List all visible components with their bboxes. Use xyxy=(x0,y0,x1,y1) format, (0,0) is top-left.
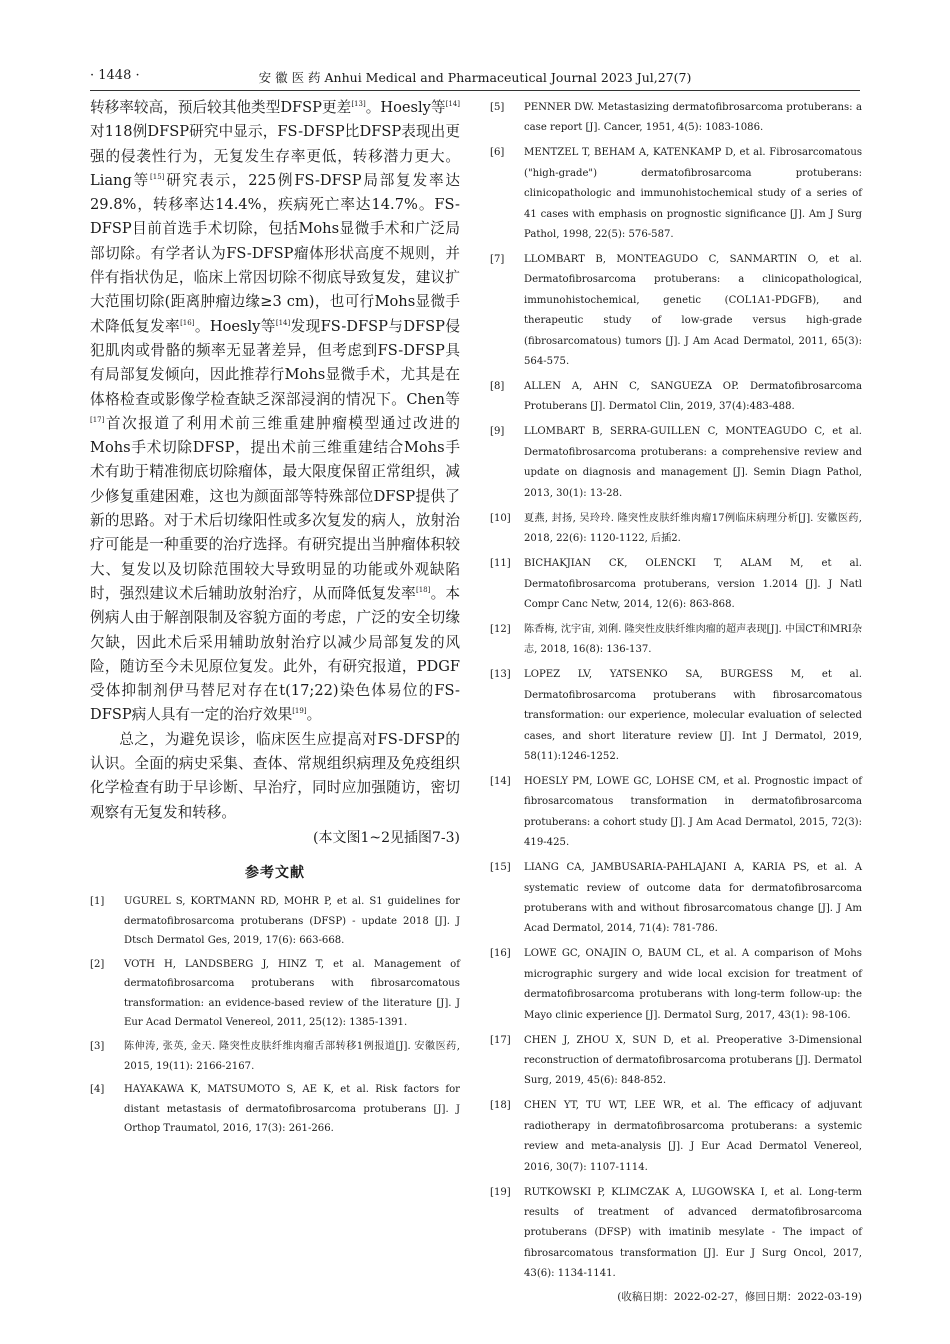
reference-number: [13] xyxy=(490,669,511,681)
references-heading: 参考文献 xyxy=(245,864,305,881)
journal-title: 安 徽 医 药 Anhui Medical and Pharmaceutical Journal 2023 Jul,27(7) xyxy=(258,70,692,85)
citation-mark: [13] xyxy=(351,100,366,109)
text-run: 发现FS-DFSP与DFSP侵犯肌肉或骨骼的频率无显著差异，但考虑到FS-DFSP具有局部复发倾向，因此推荐行Mohs显微手术，尤其是在体格检查或影像学检查缺乏深部浸润的情况下。Chen等 xyxy=(90,317,460,408)
reference-number: [16] xyxy=(490,948,511,960)
reference-item xyxy=(490,250,862,372)
reference-text: HOESLY PM, LOWE GC, LOHSE CM, et al. Prognostic impact of fibrosarcomatous transformation in dermatofibrosarcoma protuberans: a cohort study [J]. J Am Acad Dermatol, 2015, 72(3): 419-425. xyxy=(524,775,862,849)
text-run: 。本例病人由于解剖限制及容貌方面的考虑，广泛的安全切缘欠缺，因此术后采用辅助放射治疗以减少局部复发的风险，随访至今未见原位复发。此外，有研究报道，PDGF受体抑制剂伊马替尼对存在t(17;22)染色体易位的FS-DFSP病人具有一定的治疗效果 xyxy=(90,584,460,724)
reference-item xyxy=(90,1037,460,1076)
reference-item xyxy=(490,1096,862,1178)
citation-mark: [14] xyxy=(275,318,291,327)
reference-number: [17] xyxy=(490,1034,511,1046)
reference-number: [4] xyxy=(90,1084,105,1096)
text-run: 对118例DFSP研究中显示，FS-DFSP比DFSP表现出更强的侵袭性行为，无复发生存率更低，转移潜力更大。Liang等 xyxy=(90,123,460,189)
reference-text: RUTKOWSKI P, KLIMCZAK A, LUGOWSKA I, et al. Long-term results of treatment of advanced dermatofibrosarcoma protuberans (DFSP) with imatinib mesylate - The impact of fibrosarcomatous transformation [J]. Eur J Surg Oncol, 2017, 43(6): 1134-1141. xyxy=(524,1186,862,1280)
header-rule xyxy=(90,90,860,91)
reference-text: LLOMBART B, MONTEAGUDO C, SANMARTIN O, et al. Dermatofibrosarcoma protuberans: a clinicopathological, immunohistochemical, genetic (COL1A1-PDGFB), and therapeutic study of low-grade versus high-grade (fibrosarcomatous) tumors [J]. J Am Acad Dermatol, 2011, 65(3): 564-575. xyxy=(524,254,862,368)
reference-text: HAYAKAWA K, MATSUMOTO S, AE K, et al. Risk factors for distant metastasis of dermatofibrosarcoma protuberans [J]. J Orthop Traumatol, 2016, 17(3): 261-266. xyxy=(124,1084,460,1135)
reference-number: [10] xyxy=(490,512,511,524)
page-number: · 1448 · xyxy=(90,68,140,83)
text-run: 。Hoesly等 xyxy=(194,317,276,335)
reference-item xyxy=(490,377,862,418)
reference-number: [18] xyxy=(490,1100,511,1112)
reference-list-left xyxy=(90,892,460,1139)
reference-text: BICHAKJIAN CK, OLENCKI T, ALAM M, et al. Dermatofibrosarcoma protuberans, version 1.2014 [J]. J Natl Compr Canc Netw, 2014, 12(6): 863-868. xyxy=(524,558,862,610)
conclusion-paragraph: 总之，为避免误诊，临床医生应提高对FS-DFSP的认识。全面的病史采集、查体、常规组织病理及免疫组织化学检查有助于早诊断、早治疗，同时应加强随访，密切观察有无复发和转移。 xyxy=(90,730,460,821)
reference-text: 陈香梅, 沈宇宙, 刘俐. 隆突性皮肤纤维肉瘤的超声表现[J]. 中国CT和MRI杂志, 2018, 16(8): 136-137. xyxy=(524,623,862,656)
reference-number: [12] xyxy=(490,623,511,635)
reference-item xyxy=(490,554,862,615)
reference-text: UGUREL S, KORTMANN RD, MOHR P, et al. S1 guidelines for dermatofibrosarcoma protuberans (DFSP) - update 2018 [J]. J Dtsch Dermatol Ges, 2019, 17(6): 663-668. xyxy=(124,895,460,947)
body-text xyxy=(90,96,460,850)
reference-number: [9] xyxy=(490,426,505,438)
reference-item xyxy=(490,858,862,940)
reference-item xyxy=(490,620,862,661)
reference-text: 陈伸涛, 张英, 金天. 隆突性皮肤纤维肉瘤舌部转移1例报道[J]. 安徽医药, 2015, 19(11): 2166-2167. xyxy=(124,1041,460,1072)
reference-item xyxy=(90,892,460,951)
reference-number: [6] xyxy=(490,147,505,159)
text-run: 。Hoesly等 xyxy=(365,99,446,116)
reference-text: ALLEN A, AHN C, SANGUEZA OP. Dermatofibrosarcoma Protuberans [J]. Dermatol Clin, 2019, 37(4):483-488. xyxy=(524,381,862,413)
reference-text: LOPEZ LV, YATSENKO SA, BURGESS M, et al. Dermatofibrosarcoma protuberans with fibrosarcomatous transformation: our experience, molecular evaluation of selected cases, and short literature review [J]. Int J Dermatol, 2019, 58(11):1246-1252. xyxy=(524,669,862,762)
reference-number: [1] xyxy=(90,895,105,907)
reference-text: 夏燕, 封扬, 吴玲玲. 隆突性皮肤纤维肉瘤17例临床病理分析[J]. 安徽医药, 2018, 22(6): 1120-1122, 后插2. xyxy=(524,512,862,545)
running-header xyxy=(90,68,860,90)
right-column xyxy=(490,98,862,1304)
reference-number: [2] xyxy=(90,958,105,970)
reference-item xyxy=(490,1031,862,1092)
received-date: (收稿日期：2022-02-27，修回日期：2022-03-19) xyxy=(617,1291,862,1304)
reference-number: [5] xyxy=(490,102,505,113)
reference-text: LIANG CA, JAMBUSARIA-PAHLAJANI A, KARIA PS, et al. A systematic review of outcome data for dermatofibrosarcoma protuberans with and without fibrosarcomatous change [J]. J Am Acad Dermatol, 2014, 71(4): 781-786. xyxy=(524,862,862,935)
reference-item xyxy=(90,955,460,1033)
left-column xyxy=(90,96,460,1143)
text-run: 首次报道了利用术前三维重建肿瘤模型通过改进的Mohs手术切除DFSP，提出术前三维重建结合Mohs手术有助于精准彻底切除瘤体，最大限度保留正常组织，减少修复重建困难，这也为颜面部等特殊部位DFSP提供了新的思路。对于术后切缘阳性或多次复发的病人，放射治疗可能是一种重要的治疗选择。有研究提出当肿瘤体积较大、复发以及切除范围较大导致明显的功能或外观缺陷时，强烈建议术后辅助放射治疗，从而降低复发率 xyxy=(90,414,460,602)
citation-mark: [16] xyxy=(180,318,195,327)
reference-item xyxy=(490,944,862,1026)
reference-item xyxy=(490,422,862,504)
reference-text: CHEN YT, TU WT, LEE WR, et al. The efficacy of adjuvant radiotherapy in dermatofibrosarcoma protuberans: a systemic review and meta-analysis [J]. J Eur Acad Dermatol Venereol, 2016, 30(7): 1107-1114. xyxy=(524,1100,862,1173)
reference-item xyxy=(490,1183,862,1285)
reference-item xyxy=(90,1080,460,1139)
reference-text: CHEN J, ZHOU X, SUN D, et al. Preoperative 3-Dimensional reconstruction of dermatofibrosarcoma protuberans [J]. Dermatol Surg, 2019, 45(6): 848-852. xyxy=(524,1034,862,1087)
reference-text: PENNER DW. Metastasizing dermatofibrosarcoma protuberans: a case report [J]. Cancer, 1951, 4(5): 1083-1086. xyxy=(524,102,862,134)
reference-text: LLOMBART B, SERRA-GUILLEN C, MONTEAGUDO C, et al. Dermatofibrosarcoma protuberans: a comprehensive review and update on diagnosis and management [J]. Semin Diagn Pathol, 2013, 30(1): 13-28. xyxy=(524,426,862,499)
reference-item xyxy=(490,143,862,245)
reference-number: [19] xyxy=(490,1186,511,1198)
reference-text: LOWE GC, ONAJIN O, BAUM CL, et al. A comparison of Mohs micrographic surgery and wide local excision for treatment of dermatofibrosarcoma protuberans with long-term follow-up: the Mayo clinic experience [J]. Dermatol Surg, 2017, 43(1): 98-106. xyxy=(524,948,862,1021)
reference-number: [15] xyxy=(490,862,511,874)
reference-number: [7] xyxy=(490,254,505,266)
citation-mark: [19] xyxy=(292,707,307,716)
discussion-paragraph xyxy=(90,96,460,728)
citation-mark: [18] xyxy=(415,586,431,595)
citation-mark: [17] xyxy=(90,416,105,424)
reference-number: [3] xyxy=(90,1041,105,1053)
figure-credit: (本文图1~2见插图7-3) xyxy=(312,829,460,846)
reference-number: [14] xyxy=(490,775,511,787)
reference-text: VOTH H, LANDSBERG J, HINZ T, et al. Management of dermatofibrosarcoma protuberans with fibrosarcomatous transformation: an evidence-based review of the literature [J]. J Eur Acad Dermatol Venereol, 2011, 25(12): 1385-1391. xyxy=(124,958,460,1029)
text-run: 转移率较高，预后较其他类型DFSP更差 xyxy=(90,99,352,116)
reference-item xyxy=(490,509,862,550)
citation-mark: [14] xyxy=(445,100,460,109)
reference-number: [8] xyxy=(490,381,505,393)
reference-text: MENTZEL T, BEHAM A, KATENKAMP D, et al. Fibrosarcomatous ("high-grade") dermatofibrosarcoma protuberans: clinicopathologic and immunohistochemical study of a series of 41 cases with emphasis on prognostic significance [J]. Am J Surg Pathol, 1998, 22(5): 576-587. xyxy=(524,147,862,241)
reference-item xyxy=(490,772,862,854)
citation-mark: [15] xyxy=(150,173,165,182)
reference-number: [11] xyxy=(490,558,511,570)
reference-item xyxy=(490,665,862,767)
text-run: 。 xyxy=(306,706,322,724)
reference-item xyxy=(490,98,862,139)
text-run: 研究表示，225例FS-DFSP局部复发率达29.8%，转移率达14.4%，疾病死亡率达14.7%。FS-DFSP目前首选手术切除，包括Mohs显微手术和广泛局部切除。有学者认为FS-DFSP瘤体形状高度不规则，并伴有指状伪足，临床上常因切除不彻底导致复发，建议扩大范围切除(距离肿瘤边缘≥3 cm)，也可行Mohs显微手术降低复发率 xyxy=(90,171,460,335)
reference-list-right xyxy=(490,98,862,1285)
